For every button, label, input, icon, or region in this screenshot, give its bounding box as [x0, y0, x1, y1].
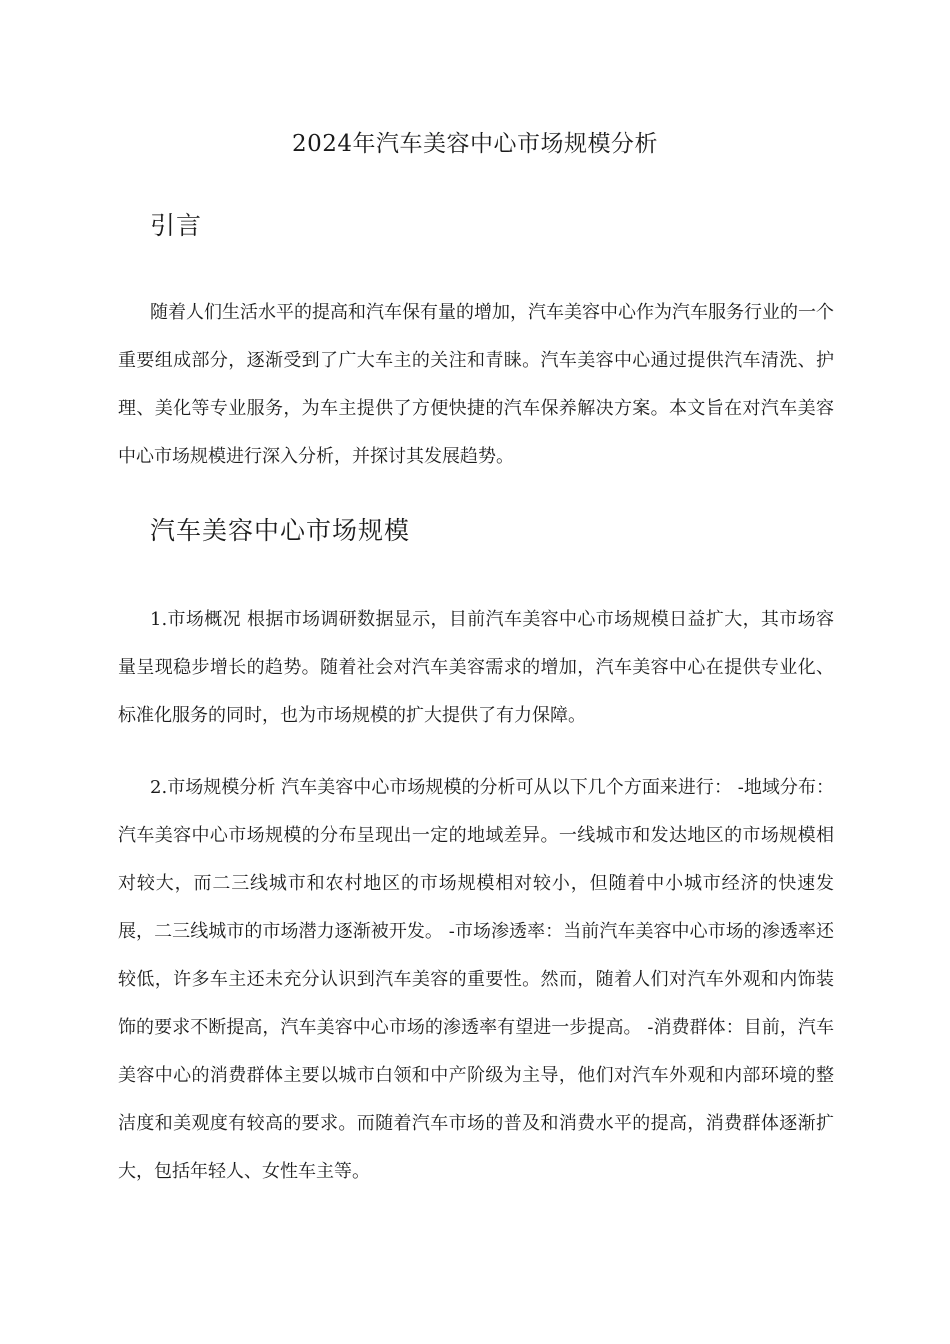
- introduction-paragraph: 随着人们生活水平的提高和汽车保有量的增加，汽车美容中心作为汽车服务行业的一个重要组成部分，逐渐受到了广大车主的关注和青睐。汽车美容中心通过提供汽车清洗、护理、美化等专业服务，为车主提供了方便快捷的汽车保养解决方案。本文旨在对汽车美容中心市场规模进行深入分析，并探讨其发展趋势。: [118, 302, 834, 467]
- section-heading-market-size: 汽车美容中心市场规模: [150, 516, 411, 545]
- market-overview-paragraph: 1.市场概况 根据市场调研数据显示，目前汽车美容中心市场规模日益扩大，其市场容量呈现稳步增长的趋势。随着社会对汽车美容需求的增加，汽车美容中心在提供专业化、标准化服务的同时，也为市场规模的扩大提供了有力保障。: [118, 609, 834, 726]
- section-heading-introduction: 引言: [150, 211, 203, 240]
- market-size-analysis-paragraph: 2.市场规模分析 汽车美容中心市场规模的分析可从以下几个方面来进行： -地域分布：汽车美容中心市场规模的分布呈现出一定的地域差异。一线城市和发达地区的市场规模相对较大，而二三线城市和农村地区的市场规模相对较小，但随着中小城市经济的快速发展，二三线城市的市场潜力逐渐被开发。 -市场渗透率：当前汽车美容中心市场的渗透率还较低，许多车主还未充分认识到汽车美容的重要性。然而，随着人们对汽车外观和内饰装饰的要求不断提高，汽车美容中心市场的渗透率有望进一步提高。 -消费群体：目前，汽车美容中心的消费群体主要以城市白领和中产阶级为主导，他们对汽车外观和内部环境的整洁度和美观度有较高的要求。而随着汽车市场的普及和消费水平的提高，消费群体逐渐扩大，包括年轻人、女性车主等。: [118, 777, 834, 1182]
- document-title: 2024年汽车美容中心市场规模分析: [291, 131, 659, 157]
